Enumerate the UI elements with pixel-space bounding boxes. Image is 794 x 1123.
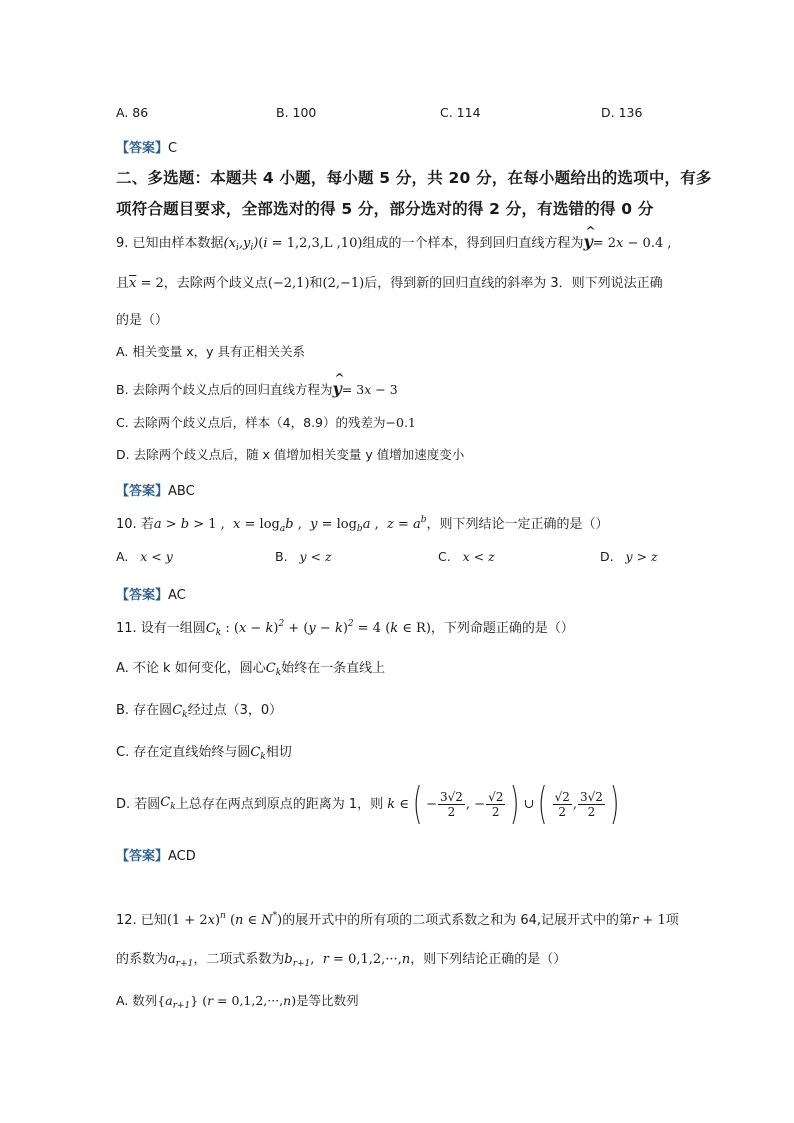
q10-number: 10. 若 [116,517,154,532]
section-heading-line-1: 二、多选题：本题共 4 小题，每小题 5 分，共 20 分，在每小题给出的选项中，有多 [116,169,712,187]
q9-point-2: (2,−1) [322,276,365,291]
q12-text-2: 项 [665,913,679,928]
answer-label: 【答案】 [116,141,169,156]
q12-stem-line-1 [116,912,679,927]
q12-text-5: ，则下列结论正确的是（） [410,952,567,967]
q9-option-c-value: −0.1 [385,415,416,430]
q10-options [116,551,173,564]
q8-option-c: C. 114 [440,105,481,120]
q9-stem-line-3: 的是（） [116,313,169,328]
answer-label: 【答案】 [116,849,169,864]
q9-xbar-value: = 2 [136,276,164,291]
q8-answer [116,137,177,156]
q12-a-term: $a_{r+1}$ [168,952,194,969]
q8-option-b: B. 100 [276,105,317,120]
q9-option-b-eq: = 3x − 3 [341,382,398,397]
q9-text-3: ，去除两个歧义点 [163,276,268,291]
q10-option-d: D. y > z [600,549,658,564]
q10-option-c: C. x < z [438,549,495,564]
q9-option-b [116,381,398,397]
q10-tail: ，则下列结论一定正确的是（） [426,517,609,532]
answer-value: C [168,141,178,156]
q9-text-1: 组成的一个样本，得到回归直线方程为 [362,236,584,251]
q11-option-c: C. 存在定直线始终与圆$C_k$相切 [116,745,292,762]
q10-option-b: B. y < z [275,549,332,564]
q9-stem-line-1 [116,234,672,253]
q11-option-b: B. 存在圆$C_k$经过点（3，0） [116,703,283,720]
q10-option-a: A. x < y [116,549,173,564]
answer-label: 【答案】 [116,588,169,603]
q10-stem [116,516,609,534]
q11-answer [116,845,196,864]
q12-binomial: $(1 + 2x)^n$ (n ∈ N*) [166,911,283,928]
y-hat-symbol: ^ y [333,381,342,397]
q12-number: 12. 已知 [116,913,167,928]
q11-circle-eq: $C_k$ : $(x - k)^2 + (y - k)^2 = 4$ (k ∈ R) [205,619,431,638]
q11-tail: ，下列命题正确的是（） [430,621,574,636]
answer-value: AC [168,588,186,603]
q12-b-term: $b_{r+1}$ [284,952,311,969]
q8-option-d: D. 136 [601,105,643,120]
q12-r-range: , r = 0,1,2,···,n [310,952,411,967]
q12-text-3: 的系数为 [116,952,169,967]
q12-text-1: 的展开式中的所有项的二项式系数之和为 64,记展开式中的第 [282,913,633,928]
q9-option-a: A. 相关变量 x，y 具有正相关关系 [116,344,306,359]
q11-stem [116,620,574,638]
section-heading-line-2: 项符合题目要求，全部选对的得 5 分，部分选对的得 2 分，有选错的得 0 分 [116,200,654,218]
q9-stem-line-2 [116,277,663,290]
q9-option-b-text: B. 去除两个歧义点后的回归直线方程为 [116,382,333,397]
x-bar: $\overline{x}$ [129,276,137,291]
q9-text-5: 后，得到新的回归直线的斜率为 3．则下列说法正确 [364,276,663,291]
q9-regression-eq: = 2x − 0.4 , [592,236,672,251]
q9-option-c-text: C. 去除两个歧义点后，样本（4，8.9）的残差为 [116,415,386,430]
answer-value: ABC [168,484,195,499]
q8-option-a: A. 86 [116,105,149,120]
fraction: $\frac{√2}{2}$ [554,789,570,819]
q11-number: 11. 设有一组圆 [116,621,206,636]
fraction: $\frac{3√2}{2}$ [580,789,603,819]
q9-answer [116,480,195,499]
q10-condition: a > b > 1 , $x = \log_ab$ , $y = \log_ba$ , $z = a^b$ [153,515,427,534]
q12-text-4: ，二项式系数为 [193,952,285,967]
q11-option-d: D. 若圆 $C_k$ 上总存在两点到原点的距离为 1，则 k ∈ ( − $\frac{3√2}{2}$ , − $\frac{√2}{2}$ ) ∪ ( $\frac{√2}{2}$ , $\frac{3√2}{2}$ ) [116,778,620,829]
q9-text-4: 和 [309,276,323,291]
q9-number: 9. 已知由样本数据 [116,236,224,251]
y-hat-symbol: ^ y [583,234,592,250]
answer-value: ACD [168,849,196,864]
q12-option-a: A. 数列$\{a_{r+1}\} (r = 0,1,2,\cdot\cdot\cdot,n)$是等比数列 [116,993,359,1011]
q9-sample-data: $(x_i,y_i)(i = 1,2,3,L$ ,10) [223,236,363,253]
q10-answer [116,584,186,603]
q11-option-a: A. 不论 k 如何变化，圆心$C_k$始终在一条直线上 [116,661,386,678]
q9-option-c [116,417,416,430]
q9-text-2: 且 [116,276,130,291]
q9-option-d: D. 去除两个歧义点后，随 x 值增加相关变量 y 值增加速度变小 [116,447,465,462]
answer-label: 【答案】 [116,484,169,499]
fraction: $\frac{√2}{2}$ [488,789,504,819]
q9-point-1: (−2,1) [267,276,310,291]
q12-term-index: r + 1 [632,913,666,928]
q12-stem-line-2 [116,953,566,969]
fraction: $\frac{3√2}{2}$ [439,789,463,819]
